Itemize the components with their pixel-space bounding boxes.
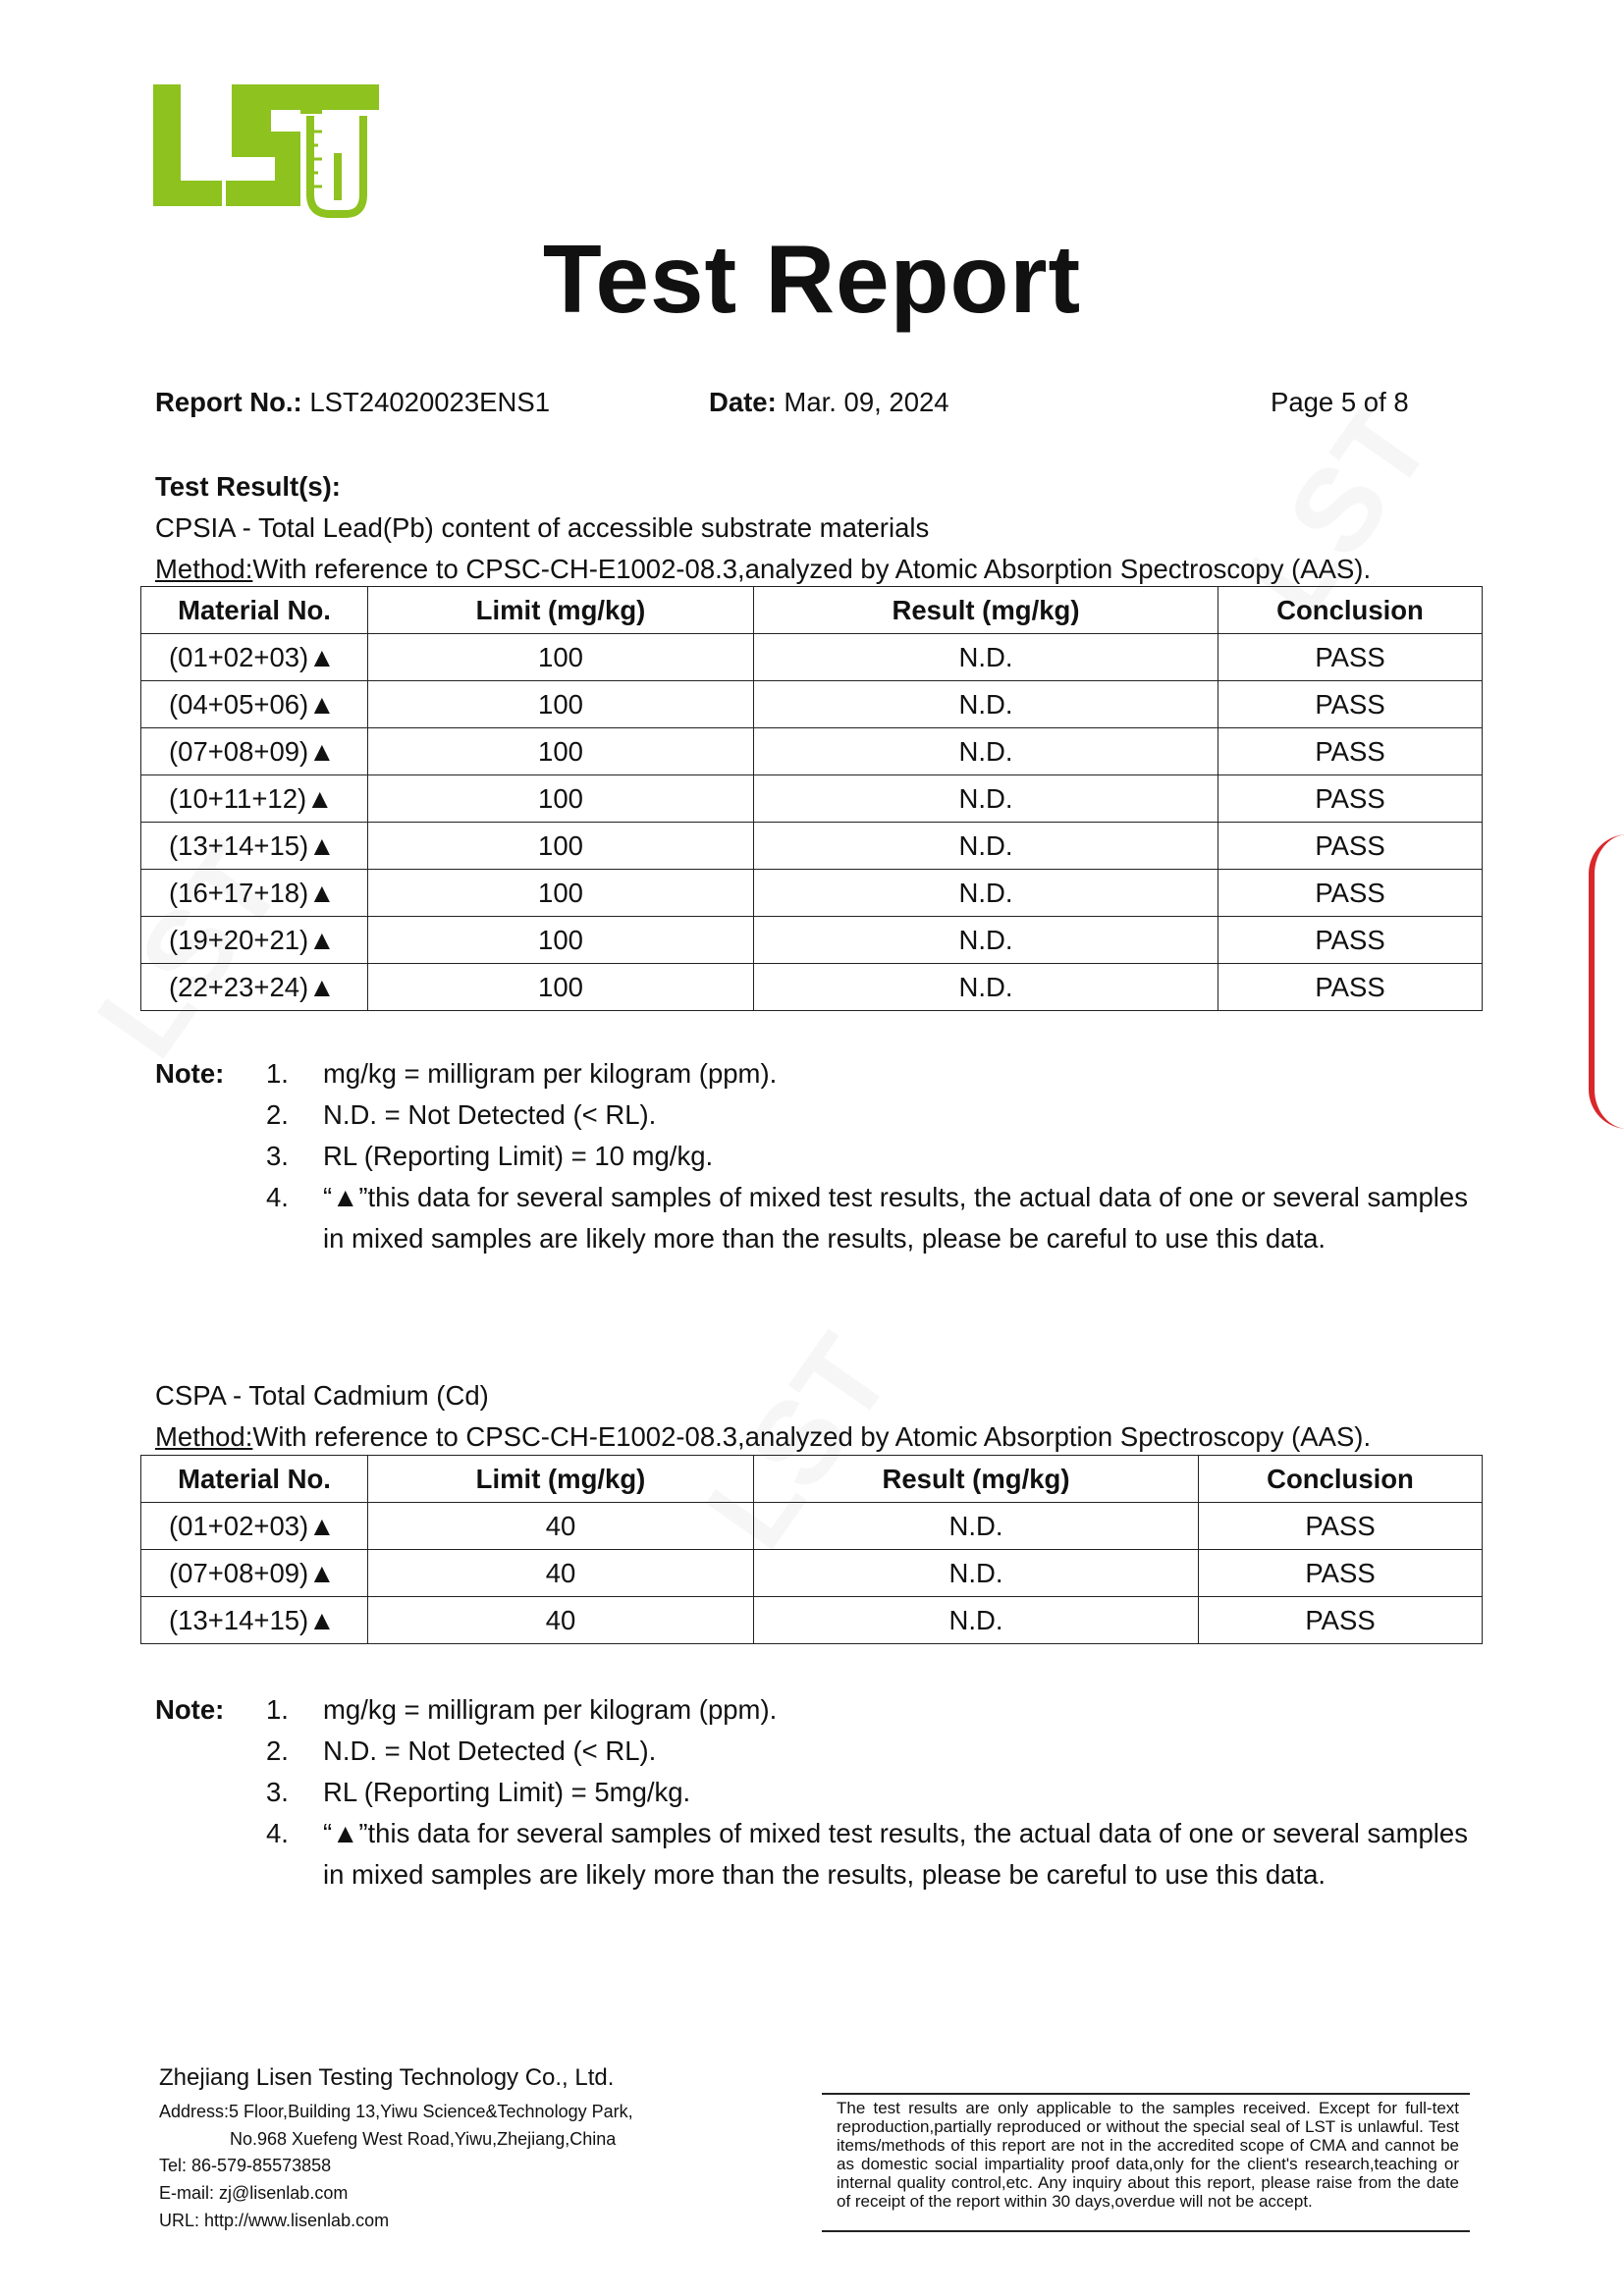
- table-row: [141, 728, 1483, 775]
- material-no-cell: (16+17+18)▲: [141, 870, 368, 917]
- column-header: Limit (mg/kg): [368, 1456, 754, 1503]
- company-email: E-mail: zj@lisenlab.com: [159, 2183, 349, 2203]
- material-no-cell: (07+08+09)▲: [141, 728, 368, 775]
- note-text-continued: in mixed samples are likely more than the results, please be careful to use this data.: [323, 1223, 1326, 1254]
- limit-cell: 100: [368, 917, 754, 964]
- table-row: [141, 1550, 1483, 1597]
- table-row: [141, 1597, 1483, 1644]
- result-cell: N.D.: [754, 728, 1218, 775]
- conclusion-cell: PASS: [1199, 1503, 1483, 1550]
- column-header: Conclusion: [1218, 587, 1483, 634]
- conclusion-cell: PASS: [1218, 870, 1483, 917]
- material-no-cell: (01+02+03)▲: [141, 1503, 368, 1550]
- report-number: Report No.: LST24020023ENS1: [155, 387, 550, 417]
- note-text-continued: in mixed samples are likely more than the results, please be careful to use this data.: [323, 1859, 1326, 1890]
- result-cell: N.D.: [754, 964, 1218, 1011]
- note-number: 4.: [266, 1182, 289, 1212]
- result-cell: N.D.: [754, 1597, 1199, 1644]
- lst-logo: [153, 84, 379, 218]
- company-name: Zhejiang Lisen Testing Technology Co., Ltd.: [159, 2064, 615, 2091]
- section-heading: Test Result(s):: [155, 471, 341, 502]
- table-row: [141, 870, 1483, 917]
- note-label: Note:: [155, 1058, 225, 1089]
- note-text: N.D. = Not Detected (< RL).: [323, 1099, 657, 1130]
- note-number: 4.: [266, 1818, 289, 1848]
- table-row: [141, 775, 1483, 823]
- limit-cell: 40: [368, 1597, 754, 1644]
- material-no-cell: (19+20+21)▲: [141, 917, 368, 964]
- page-indicator: Page 5 of 8: [1271, 387, 1409, 417]
- note-number: 1.: [266, 1058, 289, 1089]
- column-header: Material No.: [141, 1456, 368, 1503]
- limit-cell: 100: [368, 775, 754, 823]
- lead-subtitle: CPSIA - Total Lead(Pb) content of accessible substrate materials: [155, 512, 930, 543]
- table-row: [141, 823, 1483, 870]
- limit-cell: 100: [368, 823, 754, 870]
- column-header: Conclusion: [1199, 1456, 1483, 1503]
- note-number: 2.: [266, 1735, 289, 1766]
- limit-cell: 100: [368, 870, 754, 917]
- column-header: Material No.: [141, 587, 368, 634]
- cadmium-method: Method:With reference to CPSC-CH-E1002-08.3,analyzed by Atomic Absorption Spectroscopy (AAS).: [155, 1421, 1372, 1452]
- note-text: RL (Reporting Limit) = 5mg/kg.: [323, 1777, 691, 1807]
- company-tel: Tel: 86-579-85573858: [159, 2156, 332, 2175]
- table-header-row: [141, 587, 1483, 634]
- table-row: [141, 1503, 1483, 1550]
- conclusion-cell: PASS: [1218, 823, 1483, 870]
- conclusion-cell: PASS: [1218, 917, 1483, 964]
- table-row: [141, 964, 1483, 1011]
- conclusion-cell: PASS: [1218, 681, 1483, 728]
- result-cell: N.D.: [754, 870, 1218, 917]
- note-number: 2.: [266, 1099, 289, 1130]
- disclaimer: The test results are only applicable to the samples received. Except for full-text reproduction,partially reproduced or without the special seal of LST is unlawful. Test items/methods of this report are not in the accredited scope of CMA and cannot be as domestic social impartiality proof data,only for the client's research,teaching or internal quality control,etc. Any inquiry about this report, please raise from the date of receipt of the report within 30 days,overdue will not be accept.: [837, 2099, 1459, 2211]
- material-no-cell: (22+23+24)▲: [141, 964, 368, 1011]
- cadmium-results-table: [140, 1455, 1483, 1644]
- result-cell: N.D.: [754, 634, 1218, 681]
- conclusion-cell: PASS: [1218, 964, 1483, 1011]
- note-text: “▲”this data for several samples of mixed test results, the actual data of one or several samples: [323, 1182, 1468, 1212]
- lead-method: Method:With reference to CPSC-CH-E1002-08.3,analyzed by Atomic Absorption Spectroscopy (AAS).: [155, 554, 1372, 584]
- company-url: URL: http://www.lisenlab.com: [159, 2211, 390, 2230]
- lead-results-table: [140, 586, 1483, 1011]
- material-no-cell: (01+02+03)▲: [141, 634, 368, 681]
- result-cell: N.D.: [754, 823, 1218, 870]
- limit-cell: 100: [368, 964, 754, 1011]
- limit-cell: 40: [368, 1550, 754, 1597]
- table-row: [141, 681, 1483, 728]
- note-number: 3.: [266, 1141, 289, 1171]
- table-header-row: [141, 1456, 1483, 1503]
- material-no-cell: (13+14+15)▲: [141, 1597, 368, 1644]
- limit-cell: 100: [368, 634, 754, 681]
- conclusion-cell: PASS: [1199, 1597, 1483, 1644]
- column-header: Result (mg/kg): [754, 1456, 1199, 1503]
- result-cell: N.D.: [754, 1503, 1199, 1550]
- note-number: 3.: [266, 1777, 289, 1807]
- conclusion-cell: PASS: [1218, 775, 1483, 823]
- disclaimer-bottom-rule: [822, 2230, 1470, 2232]
- conclusion-cell: PASS: [1199, 1550, 1483, 1597]
- note-text: RL (Reporting Limit) = 10 mg/kg.: [323, 1141, 714, 1171]
- limit-cell: 40: [368, 1503, 754, 1550]
- report-date: Date: Mar. 09, 2024: [709, 387, 949, 417]
- note-text: mg/kg = milligram per kilogram (ppm).: [323, 1694, 778, 1725]
- material-no-cell: (04+05+06)▲: [141, 681, 368, 728]
- cadmium-subtitle: CSPA - Total Cadmium (Cd): [155, 1380, 489, 1411]
- column-header: Result (mg/kg): [754, 587, 1218, 634]
- table-row: [141, 917, 1483, 964]
- note-number: 1.: [266, 1694, 289, 1725]
- material-no-cell: (10+11+12)▲: [141, 775, 368, 823]
- result-cell: N.D.: [754, 1550, 1199, 1597]
- note-text: N.D. = Not Detected (< RL).: [323, 1735, 657, 1766]
- conclusion-cell: PASS: [1218, 634, 1483, 681]
- note-text: “▲”this data for several samples of mixed test results, the actual data of one or several samples: [323, 1818, 1468, 1848]
- disclaimer-top-rule: [822, 2093, 1470, 2095]
- limit-cell: 100: [368, 681, 754, 728]
- red-seal-fragment: [1589, 834, 1624, 1139]
- note-text: mg/kg = milligram per kilogram (ppm).: [323, 1058, 778, 1089]
- table-row: [141, 634, 1483, 681]
- page-title: Test Report: [542, 225, 1082, 333]
- result-cell: N.D.: [754, 681, 1218, 728]
- company-address: Address:5 Floor,Building 13,Yiwu Science&Technology Park,: [159, 2102, 633, 2121]
- result-cell: N.D.: [754, 775, 1218, 823]
- material-no-cell: (07+08+09)▲: [141, 1550, 368, 1597]
- column-header: Limit (mg/kg): [368, 587, 754, 634]
- conclusion-cell: PASS: [1218, 728, 1483, 775]
- result-cell: N.D.: [754, 917, 1218, 964]
- note-label: Note:: [155, 1694, 225, 1725]
- material-no-cell: (13+14+15)▲: [141, 823, 368, 870]
- limit-cell: 100: [368, 728, 754, 775]
- company-address-line2: No.968 Xuefeng West Road,Yiwu,Zhejiang,China: [230, 2129, 617, 2149]
